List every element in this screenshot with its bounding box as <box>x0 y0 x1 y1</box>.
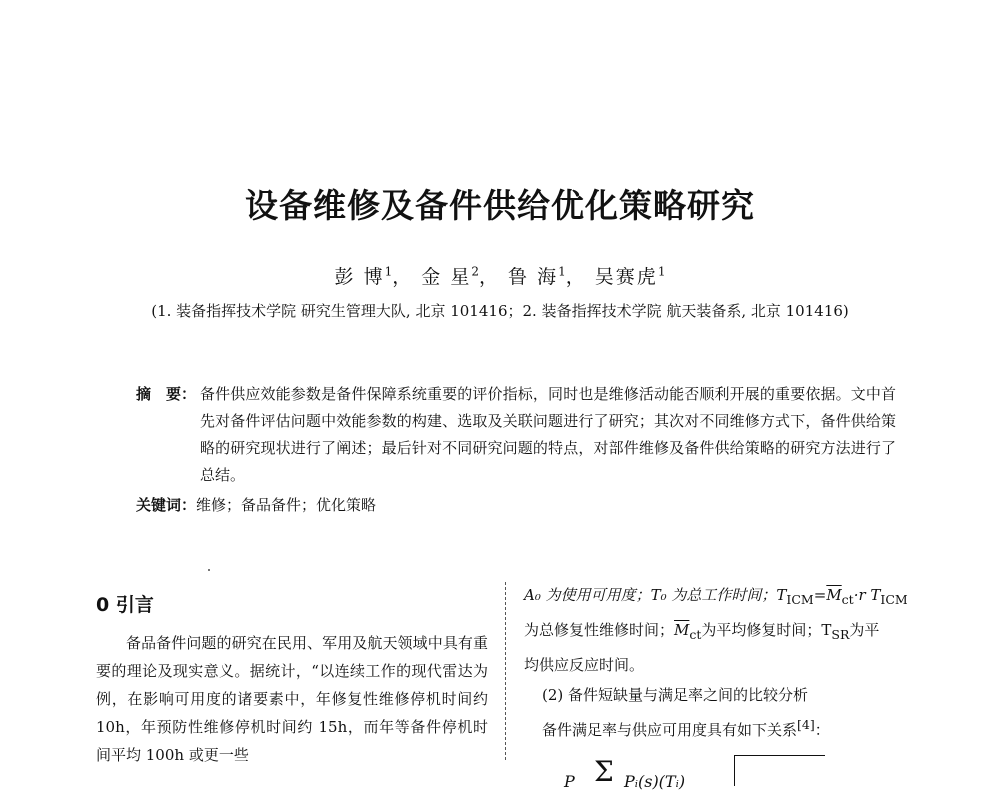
definition-line-1: A₀ 为使用可用度；T₀ 为总工作时间；$T_{ICM}=\overline{M}_{ct}\cdot r$ $T_{ICM}$ <box>524 586 908 607</box>
author-affiliation-mark: 1 <box>384 264 393 279</box>
equation-terms: Pᵢ(s)(Tᵢ) <box>624 772 686 791</box>
sigma-symbol: Σ <box>594 755 614 788</box>
keywords-label: 关键词： <box>136 496 197 514</box>
author-name: 金 星 <box>421 266 472 288</box>
author-list <box>0 262 1000 289</box>
keywords-text: 维修；备品备件；优化策略 <box>196 496 377 514</box>
subsection-heading: (2) 备件短缺量与满足率之间的比较分析 <box>542 686 809 704</box>
author-affiliation-mark: 2 <box>471 264 479 279</box>
abstract-block <box>136 381 896 489</box>
relation-sentence: 备件满足率与供应可用度具有如下关系[4]： <box>542 717 830 739</box>
author-separator: ， <box>478 266 500 288</box>
left-column <box>96 590 488 769</box>
column-divider <box>505 582 506 760</box>
intro-paragraph: 备品备件问题的研究在民用、军用及航天领域中具有重要的理论及现实意义。据统计，“以连续工作的现代雷达为例，在影响可用度的诸要素中，年修复性维修停机时间约 10h，年预防性维修停机时间约 15h，而年等备件停机时间平均 100h 或更一些 <box>96 634 488 764</box>
definition-line-2: 为总修复性维修时间；$\overline{M}_{ct}$为平均修复时间；$T_{SR}$为平 <box>524 621 880 642</box>
affiliations: (1. 装备指挥技术学院 研究生管理大队, 北京 101416；2. 装备指挥技术学院 航天装备系, 北京 101416) <box>151 302 849 320</box>
author-name: 彭 博 <box>334 266 385 288</box>
author-name: 鲁 海 <box>508 266 559 288</box>
section-heading: 0 引言 <box>96 594 154 616</box>
keywords-block <box>136 494 896 515</box>
author-affiliation-mark: 1 <box>558 264 566 279</box>
paper-title: 设备维修及备件供给优化策略研究 <box>245 186 755 225</box>
author-name: 吴赛虎 <box>594 266 658 288</box>
author-separator: ， <box>392 266 414 288</box>
abstract-text: 备件供应效能参数是备件保障系统重要的评价指标，同时也是维修活动能否顺利开展的重要依据。文中首先对备件评估问题中效能参数的构建、选取及关联问题进行了研究；其次对不同维修方式下，备件供给策略的研究现状进行了阐述；最后针对不同研究问题的特点，对部件维修及备件供给策略的研究方法进行了总结。 <box>200 385 896 484</box>
definition-line-3: 均供应反应时间。 <box>524 656 645 674</box>
citation-ref: [4] <box>797 717 815 732</box>
author-affiliation-mark: 1 <box>657 264 666 279</box>
right-column <box>524 580 914 789</box>
equation-lhs: P <box>564 772 575 791</box>
abstract-label: 摘 要： <box>136 385 197 403</box>
author-separator: ， <box>565 266 587 288</box>
equation <box>524 749 914 789</box>
stray-dot <box>208 569 210 571</box>
